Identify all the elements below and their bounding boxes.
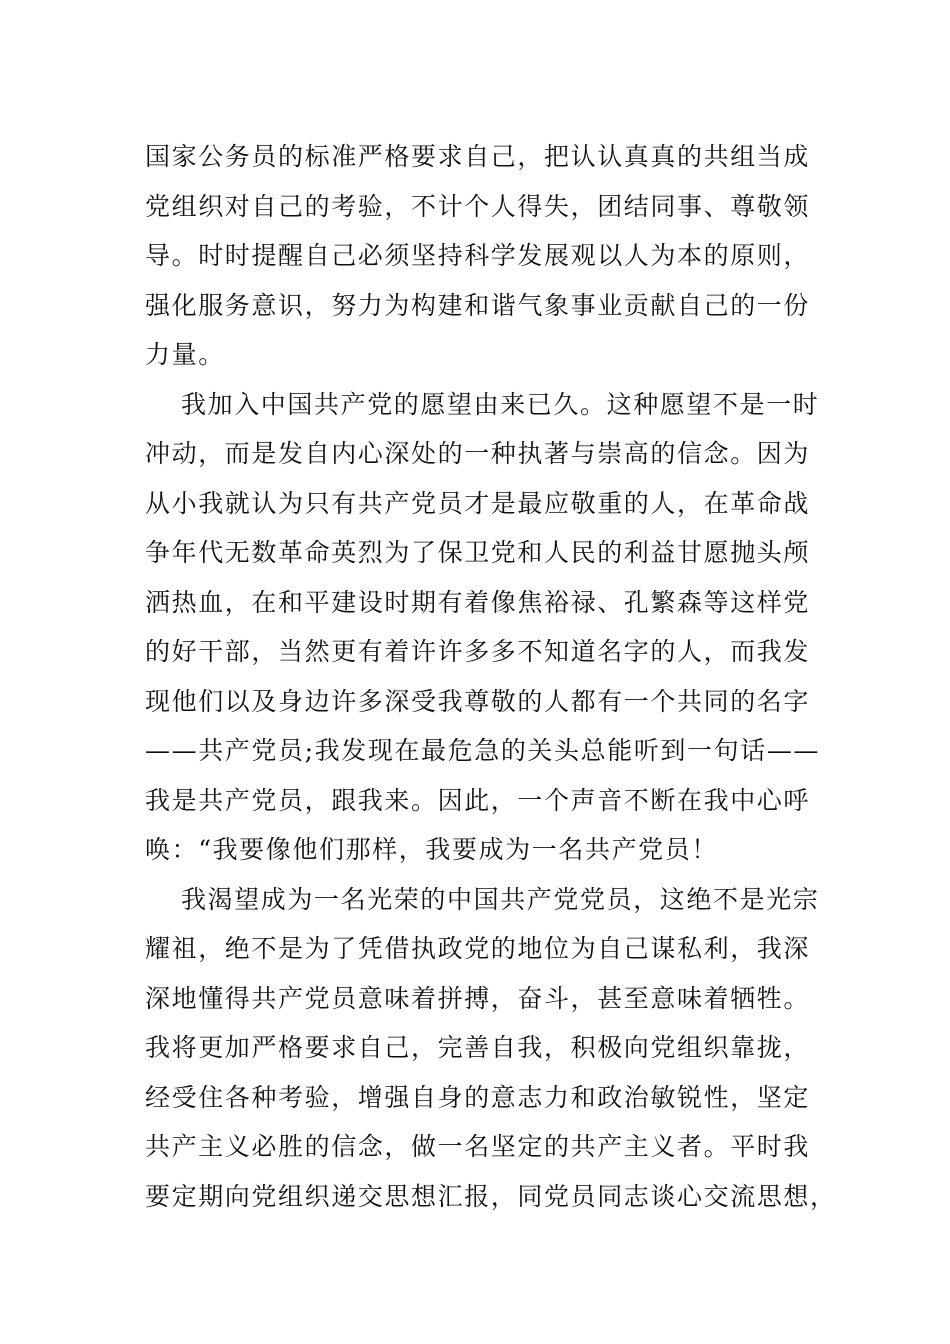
paragraph-start-line: 我渴望成为一名光荣的中国共产党党员，这绝不是光宗	[181, 884, 820, 914]
text-line: 国家公务员的标准严格要求自己，把认认真真的共组当成	[145, 142, 811, 171]
text-line: 我是共产党员，跟我来。因此，一个声音不断在我中心呼	[145, 785, 811, 815]
text-line: 深地懂得共产党员意味着拼搏，奋斗，甚至意味着牺牲。	[145, 983, 811, 1013]
text-line: 共产主义必胜的信念，做一名坚定的共产主义者。平时我	[145, 1132, 811, 1161]
text-line: ——共产党员;我发现在最危急的关头总能听到一句话——	[145, 736, 821, 765]
text-line: 经受住各种考验，增强自身的意志力和政治敏锐性，坚定	[145, 1082, 811, 1112]
text-line: 从小我就认为只有共产党员才是最应敬重的人，在革命战	[145, 488, 811, 518]
text-line: 我将更加严格要求自己，完善自我，积极向党组织靠拢，	[145, 1033, 811, 1062]
text-line: 党组织对自己的考验，不计个人得失，团结同事、尊敬领	[145, 191, 811, 221]
text-line: 唤：“我要像他们那样，我要成为一名共产党员！	[145, 835, 718, 864]
text-line: 强化服务意识，努力为构建和谐气象事业贡献自己的一份	[145, 290, 811, 320]
text-line: 争年代无数革命英烈为了保卫党和人民的利益甘愿抛头颅	[145, 538, 811, 567]
text-line: 洒热血，在和平建设时期有着像焦裕禄、孔繁森等这样党	[145, 587, 811, 617]
body-text	[145, 132, 837, 1221]
text-line: 力量。	[145, 340, 225, 369]
text-line: 导。时时提醒自己必须坚持科学发展观以人为本的原则，	[145, 241, 811, 270]
text-line: 的好干部，当然更有着许许多多不知道名字的人，而我发	[145, 637, 811, 666]
text-line: 现他们以及身边许多深受我尊敬的人都有一个共同的名字	[145, 686, 811, 716]
text-line: 要定期向党组织递交思想汇报，同党员同志谈心交流思想，	[145, 1181, 837, 1211]
text-line: 耀祖，绝不是为了凭借执政党的地位为自己谋私利，我深	[145, 934, 811, 963]
paragraph-start-line: 我加入中国共产党的愿望由来已久。这种愿望不是一时	[181, 389, 820, 419]
text-line: 冲动，而是发自内心深处的一种执著与崇高的信念。因为	[145, 439, 811, 468]
